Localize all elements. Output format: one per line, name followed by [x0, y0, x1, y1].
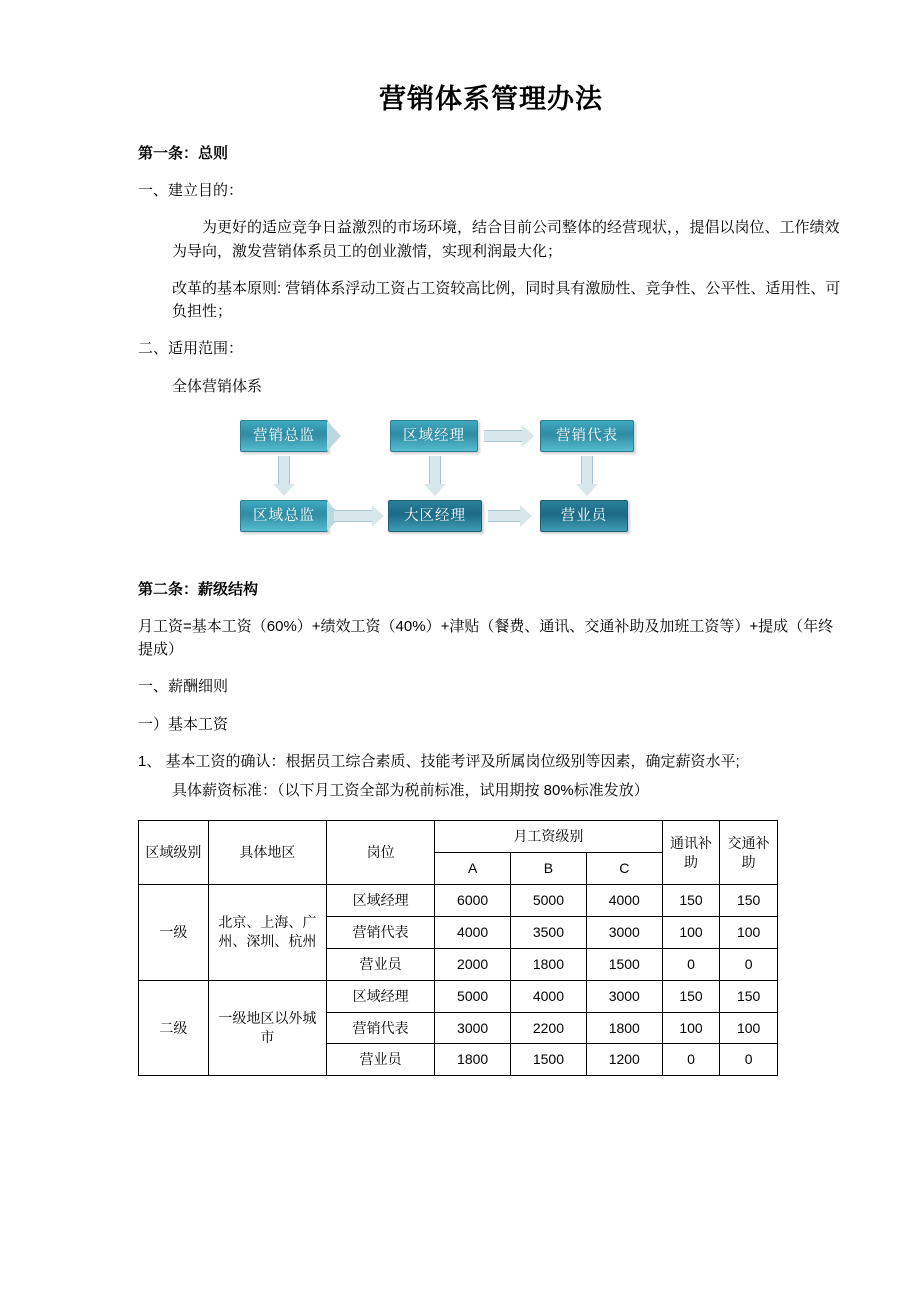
cell-comm: 0	[662, 1044, 720, 1076]
flow-node-marketing-director	[240, 420, 328, 452]
cell-comm: 150	[662, 980, 720, 1012]
section2-item3: 1、 基本工资的确认：根据员工综合素质、技能考评及所属岗位级别等因素，确定薪资水平;	[138, 752, 740, 770]
flow-node-regional-manager	[390, 420, 478, 452]
header-salary-group: 月工资级别	[435, 821, 662, 853]
header-area: 具体地区	[208, 821, 326, 885]
header-region: 区域级别	[139, 821, 209, 885]
table-header-row	[139, 821, 778, 853]
cell-c: 1500	[586, 948, 662, 980]
section-heading-2: 第二条：薪级结构	[138, 580, 259, 598]
section2-paragraph-1: 月工资=基本工资（60%）+绩效工资（40%）+津贴（餐费、通讯、交通补助及加班工资等）+提成（年终提成）	[138, 617, 834, 658]
header-grade-c: C	[586, 853, 662, 885]
section2-item1: 一、薪酬细则	[138, 678, 229, 696]
flow-node-label: 区域经理	[403, 427, 465, 444]
page-title: 营销体系管理办法	[379, 84, 603, 114]
table-row	[139, 885, 778, 917]
flow-node-label: 大区经理	[404, 507, 466, 524]
flow-node-label: 营销代表	[556, 427, 618, 444]
cell-b: 1500	[511, 1044, 587, 1076]
cell-b: 5000	[511, 885, 587, 917]
cell-traffic: 0	[720, 948, 778, 980]
section1-item1: 一、建立目的：	[138, 182, 244, 199]
cell-traffic: 100	[720, 1012, 778, 1044]
salary-table	[138, 820, 778, 1076]
cell-comm: 0	[662, 948, 720, 980]
flow-node-label: 营销总监	[253, 427, 315, 444]
header-grade-a: A	[435, 853, 511, 885]
cell-c: 4000	[586, 885, 662, 917]
flow-node-area-manager	[388, 500, 482, 532]
cell-post: 营销代表	[327, 916, 435, 948]
cell-a: 1800	[435, 1044, 511, 1076]
section1-paragraph-3: 全体营销体系	[172, 377, 263, 395]
header-grade-b: B	[511, 853, 587, 885]
arrow-down-icon	[581, 456, 593, 484]
cell-comm: 100	[662, 1012, 720, 1044]
cell-region: 一级	[139, 885, 209, 981]
cell-c: 1200	[586, 1044, 662, 1076]
section-heading-1: 第一条：总则	[138, 145, 229, 162]
cell-b: 3500	[511, 916, 587, 948]
arrow-right-icon	[484, 430, 522, 442]
cell-post: 营业员	[327, 1044, 435, 1076]
header-traffic: 交通补助	[720, 821, 778, 885]
org-flowchart	[138, 412, 844, 552]
flow-node-salesperson	[540, 500, 628, 532]
cell-b: 1800	[511, 948, 587, 980]
cell-traffic: 150	[720, 885, 778, 917]
cell-area: 北京、上海、广州、深圳、杭州	[208, 885, 326, 981]
cell-b: 2200	[511, 1012, 587, 1044]
cell-traffic: 150	[720, 980, 778, 1012]
header-comm: 通讯补助	[662, 821, 720, 885]
cell-a: 2000	[435, 948, 511, 980]
cell-a: 4000	[435, 916, 511, 948]
cell-post: 营销代表	[327, 1012, 435, 1044]
arrow-tail-icon	[327, 421, 341, 451]
table-row	[139, 980, 778, 1012]
section1-item2: 二、适用范围：	[138, 340, 244, 358]
flow-node-label: 区域总监	[253, 507, 315, 524]
section1-paragraph-1: 为更好的适应竞争日益激烈的市场环境，结合目前公司整体的经营现状，，提倡以岗位、工作绩效为导向，激发营销体系员工的创业激情，实现利润最大化；	[172, 219, 840, 260]
header-post: 岗位	[327, 821, 435, 885]
section2-item2: 一）基本工资	[138, 715, 229, 733]
cell-comm: 150	[662, 885, 720, 917]
cell-a: 6000	[435, 885, 511, 917]
cell-comm: 100	[662, 916, 720, 948]
arrow-down-icon	[429, 456, 441, 484]
flow-node-regional-director	[240, 500, 328, 532]
cell-c: 3000	[586, 916, 662, 948]
cell-post: 营业员	[327, 948, 435, 980]
cell-region: 二级	[139, 980, 209, 1076]
cell-post: 区域经理	[327, 885, 435, 917]
section1-paragraph-2: 改革的基本原则: 营销体系浮动工资占工资较高比例，同时具有激励性、竞争性、公平性、适用性、可负担性；	[172, 279, 841, 320]
cell-post: 区域经理	[327, 980, 435, 1012]
arrow-right-icon	[334, 510, 372, 522]
cell-b: 4000	[511, 980, 587, 1012]
cell-a: 5000	[435, 980, 511, 1012]
arrow-down-icon	[278, 456, 290, 484]
section2-item4: 具体薪资标准：（以下月工资全部为税前标准，试用期按 80%标准发放）	[172, 782, 649, 799]
cell-a: 3000	[435, 1012, 511, 1044]
flow-node-marketing-rep	[540, 420, 634, 452]
cell-traffic: 100	[720, 916, 778, 948]
cell-area: 一级地区以外城市	[208, 980, 326, 1076]
cell-c: 3000	[586, 980, 662, 1012]
cell-traffic: 0	[720, 1044, 778, 1076]
cell-c: 1800	[586, 1012, 662, 1044]
arrow-right-icon	[488, 510, 520, 522]
flow-node-label: 营业员	[560, 507, 608, 524]
